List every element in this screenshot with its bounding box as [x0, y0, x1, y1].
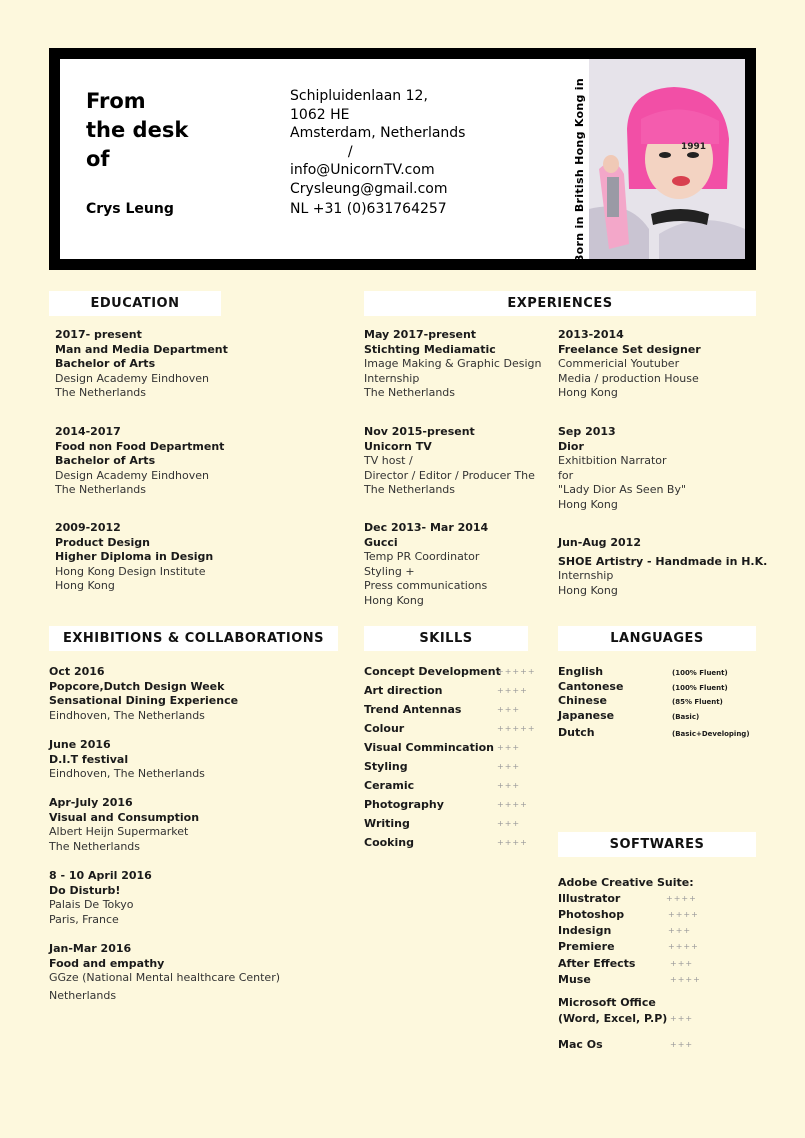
- skill-rating: +++: [497, 705, 521, 714]
- experience-line: TV host /: [364, 454, 413, 468]
- skill-name: Colour: [364, 722, 405, 735]
- education-date: 2009-2012: [55, 521, 121, 534]
- exhibition-date: June 2016: [49, 738, 111, 751]
- education-school: Design Academy Eindhoven: [55, 468, 209, 482]
- office-rating: +++: [670, 1014, 694, 1023]
- portrait-photo: [589, 59, 745, 259]
- experience-line: Internship: [364, 371, 420, 385]
- skills-header: SKILLS: [364, 626, 528, 651]
- exhibition-date: Apr-July 2016: [49, 796, 133, 809]
- experience-date: Jun-Aug 2012: [558, 536, 641, 549]
- skill-name: Styling: [364, 760, 408, 773]
- languages-header: LANGUAGES: [558, 626, 756, 651]
- education-date: 2014-2017: [55, 425, 121, 438]
- experience-entry: [364, 328, 541, 401]
- education-degree: Bachelor of Arts: [55, 357, 156, 371]
- skill-rating: ++++: [497, 800, 528, 809]
- skill-rating: ++++: [497, 838, 528, 847]
- exhibition-country: Paris, France: [49, 912, 119, 926]
- exhibition-country: The Netherlands: [49, 839, 141, 853]
- software-name: Premiere: [558, 940, 615, 953]
- skill-name: Art direction: [364, 684, 443, 697]
- experience-date: May 2017-present: [364, 328, 477, 341]
- education-department: Product Design: [55, 535, 150, 549]
- office-apps: (Word, Excel, P.P): [558, 1012, 668, 1025]
- mac-os-rating: +++: [670, 1040, 694, 1049]
- software-name: Photoshop: [558, 908, 625, 921]
- experience-org: Gucci: [364, 535, 398, 549]
- language-name: Cantonese: [558, 680, 624, 693]
- softwares-header: SOFTWARES: [558, 832, 756, 857]
- from-the-desk-title: [86, 87, 188, 174]
- education-entry: [55, 521, 213, 594]
- from-line-1: From: [86, 89, 146, 113]
- experience-line: Director / Editor / Producer The: [364, 468, 535, 482]
- language-name: Japanese: [558, 709, 615, 722]
- experience-line: Press communications: [364, 579, 488, 593]
- software-rating: +++: [668, 926, 692, 935]
- experience-line: Styling +: [364, 564, 415, 578]
- skill-rating: +++: [497, 762, 521, 771]
- experience-line: Hong Kong: [558, 497, 618, 511]
- education-department: Food non Food Department: [55, 439, 225, 453]
- skill-name: Concept Development: [364, 665, 501, 678]
- experience-entry: [364, 425, 535, 498]
- experience-line: Commericial Youtuber: [558, 357, 680, 371]
- experience-line: Hong Kong: [558, 583, 618, 597]
- software-name: Indesign: [558, 924, 612, 937]
- experience-date: 2013-2014: [558, 328, 624, 341]
- exhibition-entry: [49, 738, 205, 782]
- software-name: Muse: [558, 973, 591, 986]
- education-entry: [55, 425, 224, 498]
- exhibition-title: Food and empathy: [49, 956, 165, 970]
- experience-line: Hong Kong: [558, 386, 618, 400]
- author-name: Crys Leung: [86, 201, 174, 217]
- experience-line: for: [558, 468, 574, 482]
- contact-phone: NL +31 (0)631764257: [290, 201, 447, 217]
- software-rating: ++++: [670, 975, 701, 984]
- mac-os: Mac Os: [558, 1038, 603, 1051]
- software-rating: ++++: [668, 942, 699, 951]
- skill-name: Writing: [364, 817, 410, 830]
- education-country: Hong Kong: [55, 579, 115, 593]
- software-name: After Effects: [558, 957, 636, 970]
- from-line-2: the desk: [86, 118, 189, 142]
- skill-rating: +++: [497, 819, 521, 828]
- education-date: 2017- present: [55, 328, 142, 341]
- header-frame: [49, 48, 756, 270]
- language-name: Dutch: [558, 726, 595, 739]
- contact-address: Schipluidenlaan 12, 1062 HE Amsterdam, Netherlands / info@UnicornTV.com Crysleung@gmail.com: [290, 88, 466, 197]
- exhibition-location: GGze (National Mental healthcare Center): [49, 971, 281, 985]
- software-name: Illustrator: [558, 892, 621, 905]
- skill-name: Cooking: [364, 836, 414, 849]
- experience-entry: [558, 536, 767, 598]
- experience-line: The Netherlands: [364, 483, 456, 497]
- experience-org: Freelance Set designer: [558, 342, 701, 356]
- exhibitions-header: EXHIBITIONS & COLLABORATIONS: [49, 626, 338, 651]
- skill-rating: +++++: [497, 667, 536, 676]
- language-level: (100% Fluent): [672, 684, 728, 692]
- exhibition-location: Albert Heijn Supermarket: [49, 825, 189, 839]
- exhibition-location: Eindhoven, The Netherlands: [49, 767, 205, 781]
- exhibition-entry: [49, 796, 199, 854]
- exhibition-title: D.I.T festival: [49, 752, 129, 766]
- software-suite-title: Adobe Creative Suite:: [558, 876, 694, 889]
- language-level: (Basic+Developing): [672, 730, 750, 738]
- header-card: [60, 59, 745, 263]
- language-level: (Basic): [672, 713, 700, 721]
- exhibition-title: Visual and Consumption: [49, 810, 200, 824]
- experience-line: Hong Kong: [364, 593, 424, 607]
- skill-rating: ++++: [497, 686, 528, 695]
- language-level: (85% Fluent): [672, 698, 723, 706]
- experience-entry: [558, 328, 701, 401]
- exhibition-title: Popcore,Dutch Design Week: [49, 679, 225, 693]
- exhibition-date: Jan-Mar 2016: [49, 942, 132, 955]
- skill-rating: +++: [497, 743, 521, 752]
- exhibition-entry: [49, 869, 152, 927]
- experience-line: "Lady Dior As Seen By": [558, 483, 687, 497]
- birth-year: 1991: [681, 142, 707, 152]
- education-school: Hong Kong Design Institute: [55, 564, 206, 578]
- from-line-3: of: [86, 147, 110, 171]
- skill-name: Visual Commincation: [364, 741, 495, 754]
- education-degree: Higher Diploma in Design: [55, 550, 214, 564]
- software-rating: ++++: [666, 894, 697, 903]
- language-name: Chinese: [558, 694, 607, 707]
- exhibition-date: 8 - 10 April 2016: [49, 869, 152, 882]
- education-entry: [55, 328, 228, 401]
- software-rating: +++: [670, 959, 694, 968]
- experience-date: Nov 2015-present: [364, 425, 475, 438]
- education-department: Man and Media Department: [55, 342, 228, 356]
- experience-org: Stichting Mediamatic: [364, 342, 496, 356]
- exhibition-country: Netherlands: [49, 988, 117, 1002]
- experience-line: Media / production House: [558, 371, 699, 385]
- experience-line: Image Making & Graphic Design: [364, 357, 542, 371]
- skill-rating: +++++: [497, 724, 536, 733]
- exhibition-entry: [49, 665, 238, 723]
- office-title: Microsoft Office: [558, 996, 656, 1009]
- experience-line: Temp PR Coordinator: [364, 550, 480, 564]
- skill-name: Ceramic: [364, 779, 415, 792]
- skill-name: Trend Antennas: [364, 703, 462, 716]
- education-degree: Bachelor of Arts: [55, 454, 156, 468]
- experience-date: Sep 2013: [558, 425, 616, 438]
- software-rating: ++++: [668, 910, 699, 919]
- experience-org: SHOE Artistry - Handmade in H.K.: [558, 554, 768, 568]
- experiences-header: EXPERIENCES: [364, 291, 756, 316]
- experience-entry: [558, 425, 686, 513]
- language-name: English: [558, 665, 604, 678]
- portrait-illustration: [589, 59, 745, 259]
- experience-line: Exhitbition Narrator: [558, 454, 667, 468]
- experience-date: Dec 2013- Mar 2014: [364, 521, 489, 534]
- experience-line: Internship: [558, 569, 614, 583]
- skill-rating: +++: [497, 781, 521, 790]
- born-in-text: Born in British Hong Kong in: [573, 78, 586, 263]
- exhibition-location: Eindhoven, The Netherlands: [49, 708, 205, 722]
- language-level: (100% Fluent): [672, 669, 728, 677]
- exhibition-subtitle: Sensational Dining Experience: [49, 694, 239, 708]
- experience-entry: [364, 521, 488, 609]
- skill-name: Photography: [364, 798, 444, 811]
- exhibition-date: Oct 2016: [49, 665, 105, 678]
- experience-org: Unicorn TV: [364, 439, 432, 453]
- exhibition-entry: [49, 942, 280, 1003]
- exhibition-title: Do Disturb!: [49, 883, 121, 897]
- education-country: The Netherlands: [55, 386, 147, 400]
- experience-line: The Netherlands: [364, 386, 456, 400]
- education-school: Design Academy Eindhoven: [55, 371, 209, 385]
- education-country: The Netherlands: [55, 483, 147, 497]
- education-header: EDUCATION: [49, 291, 221, 316]
- exhibition-location: Palais De Tokyo: [49, 898, 134, 912]
- experience-org: Dior: [558, 439, 584, 453]
